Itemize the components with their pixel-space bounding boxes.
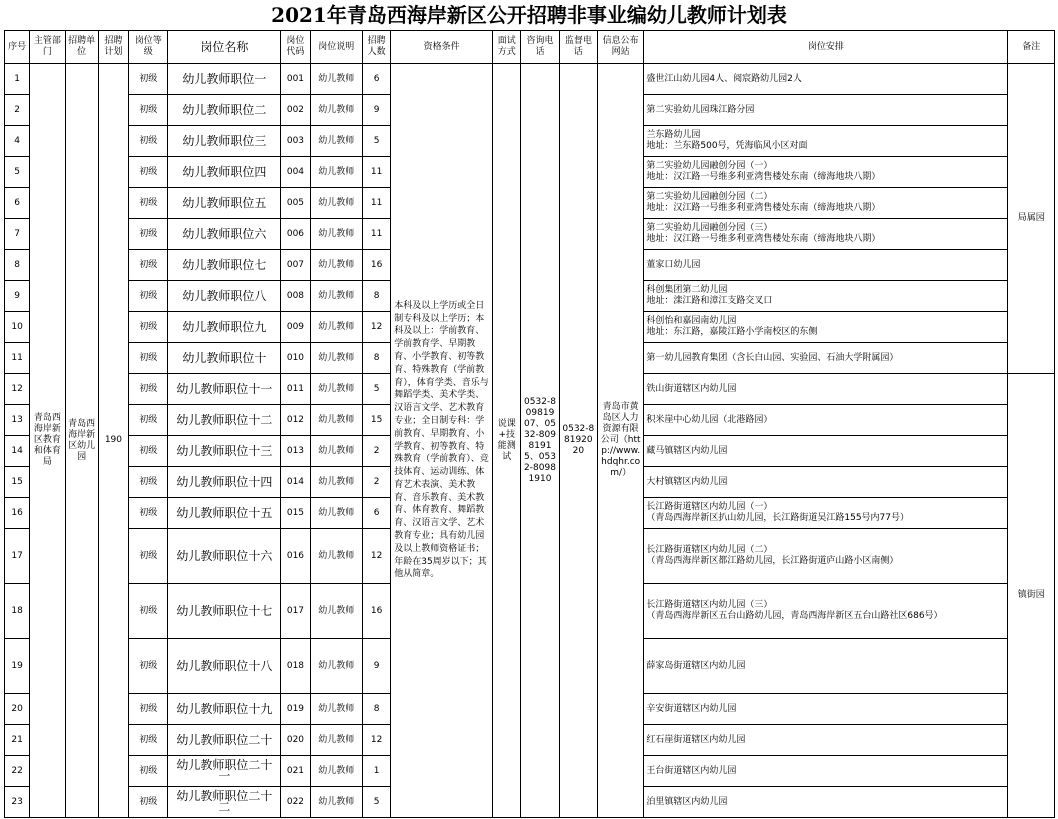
cell-seq: 15 [5, 467, 30, 498]
arrangement-line: 红石崖街道辖区内幼儿园 [646, 734, 746, 745]
cell-level: 初级 [129, 467, 168, 498]
cell-code: 006 [281, 219, 310, 250]
header-dept: 主管部门 [30, 31, 65, 64]
cell-count: 12 [363, 529, 391, 584]
cell-desc: 幼儿教师 [310, 64, 362, 95]
arrangement-detail: （青岛西海岸新区五台山路幼儿园，青岛西海岸新区五台山路社区686号） [646, 611, 943, 621]
cell-arrangement [644, 126, 1008, 157]
cell-desc: 幼儿教师 [310, 436, 362, 467]
cell-desc: 幼儿教师 [310, 374, 362, 405]
cell-level: 初级 [129, 126, 168, 157]
cell-level: 初级 [129, 725, 168, 756]
cell-count: 12 [363, 725, 391, 756]
cell-count: 2 [363, 436, 391, 467]
arrangement-detail: 地址：汉江路一号维多利亚湾售楼处东南（缔海地块八期） [646, 203, 881, 213]
cell-desc: 幼儿教师 [310, 639, 362, 694]
cell-dept: 青岛西海岸新区教育和体育局 [30, 64, 65, 818]
cell-level: 初级 [129, 639, 168, 694]
cell-code: 017 [281, 584, 310, 639]
cell-desc: 幼儿教师 [310, 467, 362, 498]
cell-level: 初级 [129, 405, 168, 436]
cell-seq: 8 [5, 250, 30, 281]
cell-arrangement [644, 694, 1008, 725]
cell-desc: 幼儿教师 [310, 498, 362, 529]
cell-level: 初级 [129, 374, 168, 405]
cell-code: 018 [281, 639, 310, 694]
cell-count: 9 [363, 95, 391, 126]
cell-count: 16 [363, 250, 391, 281]
cell-note: 镇街园 [1008, 374, 1055, 818]
cell-code: 008 [281, 281, 310, 312]
cell-arrangement [644, 281, 1008, 312]
header-code: 岗位代码 [281, 31, 310, 64]
cell-seq: 19 [5, 639, 30, 694]
header-supervise: 监督电话 [559, 31, 597, 64]
cell-count: 6 [363, 64, 391, 95]
cell-code: 021 [281, 756, 310, 787]
cell-seq: 12 [5, 374, 30, 405]
cell-count: 11 [363, 188, 391, 219]
cell-desc: 幼儿教师 [310, 95, 362, 126]
cell-name: 幼儿教师职位十五 [168, 498, 281, 529]
cell-level: 初级 [129, 756, 168, 787]
arrangement-line: 兰东路幼儿园 [646, 130, 701, 140]
cell-count: 5 [363, 787, 391, 818]
cell-arrangement [644, 584, 1008, 639]
arrangement-line: 盛世江山幼儿园4人、阅宸路幼儿园2人 [646, 73, 802, 84]
header-unit: 招聘单位 [65, 31, 98, 64]
cell-desc: 幼儿教师 [310, 787, 362, 818]
cell-desc: 幼儿教师 [310, 694, 362, 725]
cell-desc: 幼儿教师 [310, 281, 362, 312]
cell-level: 初级 [129, 64, 168, 95]
cell-seq: 13 [5, 405, 30, 436]
arrangement-line: 泊里镇辖区内幼儿园 [646, 796, 728, 807]
cell-level: 初级 [129, 787, 168, 818]
cell-name: 幼儿教师职位二十一 [168, 756, 281, 787]
cell-arrangement [644, 312, 1008, 343]
cell-code: 016 [281, 529, 310, 584]
cell-arrangement [644, 467, 1008, 498]
cell-seq: 14 [5, 436, 30, 467]
table-header-row [5, 31, 1055, 64]
arrangement-line: 大村镇辖区内幼儿园 [646, 476, 728, 487]
cell-name: 幼儿教师职位三 [168, 126, 281, 157]
cell-name: 幼儿教师职位五 [168, 188, 281, 219]
cell-level: 初级 [129, 694, 168, 725]
header-phone: 咨询电话 [521, 31, 559, 64]
cell-code: 015 [281, 498, 310, 529]
header-level: 岗位等级 [129, 31, 168, 64]
header-name: 岗位名称 [168, 31, 281, 64]
cell-arrangement [644, 95, 1008, 126]
cell-seq: 22 [5, 756, 30, 787]
cell-arrangement [644, 64, 1008, 95]
arrangement-line: 长江路街道辖区内幼儿园（一） [646, 502, 773, 512]
arrangement-detail: 地址：汉江路一号维多利亚湾售楼处东南（缔海地块八期） [646, 234, 881, 244]
arrangement-line: 长江路街道辖区内幼儿园（三） [646, 600, 773, 610]
cell-arrangement [644, 725, 1008, 756]
cell-name: 幼儿教师职位十八 [168, 639, 281, 694]
cell-level: 初级 [129, 188, 168, 219]
header-website: 信息公布网站 [597, 31, 643, 64]
cell-desc: 幼儿教师 [310, 219, 362, 250]
cell-website: 青岛市黄岛区人力资源有限公司（http://www.hdqhr.com/） [597, 64, 643, 818]
arrangement-line: 王台街道辖区内幼儿园 [646, 765, 737, 776]
cell-arrangement [644, 188, 1008, 219]
cell-seq: 18 [5, 584, 30, 639]
header-interview: 面试方式 [493, 31, 521, 64]
cell-name: 幼儿教师职位十四 [168, 467, 281, 498]
cell-desc: 幼儿教师 [310, 584, 362, 639]
cell-count: 11 [363, 157, 391, 188]
cell-name: 幼儿教师职位八 [168, 281, 281, 312]
cell-desc: 幼儿教师 [310, 405, 362, 436]
cell-level: 初级 [129, 584, 168, 639]
cell-name: 幼儿教师职位十 [168, 343, 281, 374]
cell-count: 16 [363, 584, 391, 639]
cell-count: 11 [363, 219, 391, 250]
cell-seq: 5 [5, 157, 30, 188]
cell-name: 幼儿教师职位二十二 [168, 787, 281, 818]
cell-name: 幼儿教师职位十二 [168, 405, 281, 436]
cell-arrangement [644, 157, 1008, 188]
cell-count: 1 [363, 756, 391, 787]
cell-count: 8 [363, 694, 391, 725]
cell-code: 005 [281, 188, 310, 219]
cell-arrangement [644, 405, 1008, 436]
cell-name: 幼儿教师职位一 [168, 64, 281, 95]
cell-code: 002 [281, 95, 310, 126]
cell-unit: 青岛西海岸新区幼儿园 [65, 64, 98, 818]
arrangement-line: 第二实验幼儿园融创分园（三） [646, 223, 773, 233]
cell-arrangement [644, 219, 1008, 250]
cell-level: 初级 [129, 281, 168, 312]
cell-seq: 21 [5, 725, 30, 756]
cell-arrangement [644, 639, 1008, 694]
cell-note: 局属园 [1008, 64, 1055, 374]
arrangement-detail: 地址：滦江路和漳江支路交叉口 [646, 296, 773, 306]
cell-phone: 0532-80981907、0532-80981915、0532-80981910 [521, 64, 559, 818]
cell-level: 初级 [129, 95, 168, 126]
cell-seq: 11 [5, 343, 30, 374]
cell-seq: 10 [5, 312, 30, 343]
cell-seq: 7 [5, 219, 30, 250]
cell-code: 014 [281, 467, 310, 498]
cell-seq: 16 [5, 498, 30, 529]
cell-level: 初级 [129, 219, 168, 250]
cell-supervise: 0532-88192020 [559, 64, 597, 818]
arrangement-line: 董家口幼儿园 [646, 259, 701, 270]
cell-count: 15 [363, 405, 391, 436]
header-plan: 招聘计划 [98, 31, 128, 64]
arrangement-line: 科创集团第二幼儿园 [646, 285, 728, 295]
cell-code: 013 [281, 436, 310, 467]
cell-code: 012 [281, 405, 310, 436]
cell-desc: 幼儿教师 [310, 126, 362, 157]
arrangement-detail: 地址：兰东路500号，凭海临风小区对面 [646, 141, 808, 151]
cell-code: 020 [281, 725, 310, 756]
cell-level: 初级 [129, 250, 168, 281]
cell-count: 12 [363, 312, 391, 343]
cell-arrangement [644, 250, 1008, 281]
arrangement-line: 铁山街道辖区内幼儿园 [646, 383, 737, 394]
cell-desc: 幼儿教师 [310, 250, 362, 281]
arrangement-line: 第二实验幼儿园融创分园（二） [646, 192, 773, 202]
arrangement-detail: 地址：东江路，嘉陵江路小学南校区的东侧 [646, 327, 818, 337]
cell-seq: 2 [5, 95, 30, 126]
arrangement-line: 积米崖中心幼儿园（北港路园） [646, 414, 773, 425]
cell-count: 6 [363, 498, 391, 529]
cell-name: 幼儿教师职位十九 [168, 694, 281, 725]
cell-seq: 9 [5, 281, 30, 312]
cell-desc: 幼儿教师 [310, 725, 362, 756]
cell-count: 5 [363, 374, 391, 405]
cell-code: 004 [281, 157, 310, 188]
arrangement-detail: （青岛西海岸新区都江路幼儿园，长江路街道庐山路小区南侧） [646, 556, 899, 566]
page-title: 2021年青岛西海岸新区公开招聘非事业编幼儿教师计划表 [271, 3, 787, 27]
cell-code: 010 [281, 343, 310, 374]
cell-code: 019 [281, 694, 310, 725]
cell-desc: 幼儿教师 [310, 529, 362, 584]
cell-level: 初级 [129, 157, 168, 188]
cell-interview: 说课+技能测试 [493, 64, 521, 818]
arrangement-line: 第一幼儿园教育集团（含长白山园、实验园、石油大学附属园） [646, 352, 899, 363]
cell-name: 幼儿教师职位十三 [168, 436, 281, 467]
cell-level: 初级 [129, 436, 168, 467]
cell-seq: 1 [5, 64, 30, 95]
cell-level: 初级 [129, 529, 168, 584]
cell-name: 幼儿教师职位二 [168, 95, 281, 126]
cell-desc: 幼儿教师 [310, 756, 362, 787]
cell-desc: 幼儿教师 [310, 188, 362, 219]
cell-name: 幼儿教师职位十一 [168, 374, 281, 405]
cell-name: 幼儿教师职位四 [168, 157, 281, 188]
cell-plan: 190 [98, 64, 128, 818]
cell-arrangement [644, 498, 1008, 529]
cell-count: 5 [363, 126, 391, 157]
cell-name: 幼儿教师职位六 [168, 219, 281, 250]
cell-code: 009 [281, 312, 310, 343]
cell-seq: 17 [5, 529, 30, 584]
arrangement-line: 科创怡和嘉园南幼儿园 [646, 316, 737, 326]
table-row [5, 64, 1055, 95]
cell-seq: 20 [5, 694, 30, 725]
cell-count: 9 [363, 639, 391, 694]
header-desc: 岗位说明 [310, 31, 362, 64]
arrangement-line: 第二实验幼儿园珠江路分园 [646, 104, 755, 115]
cell-desc: 幼儿教师 [310, 312, 362, 343]
cell-level: 初级 [129, 498, 168, 529]
cell-count: 2 [363, 467, 391, 498]
cell-level: 初级 [129, 312, 168, 343]
cell-arrangement [644, 436, 1008, 467]
cell-code: 003 [281, 126, 310, 157]
cell-seq: 4 [5, 126, 30, 157]
cell-arrangement [644, 374, 1008, 405]
cell-code: 022 [281, 787, 310, 818]
cell-arrangement [644, 529, 1008, 584]
header-qual: 资格条件 [391, 31, 493, 64]
cell-code: 011 [281, 374, 310, 405]
header-note: 备注 [1008, 31, 1055, 64]
header-seq: 序号 [5, 31, 30, 64]
cell-name: 幼儿教师职位十六 [168, 529, 281, 584]
cell-arrangement [644, 787, 1008, 818]
cell-name: 幼儿教师职位二十 [168, 725, 281, 756]
arrangement-line: 藏马镇辖区内幼儿园 [646, 445, 728, 456]
cell-seq: 23 [5, 787, 30, 818]
header-arrangement: 岗位安排 [644, 31, 1008, 64]
arrangement-line: 第二实验幼儿园融创分园（一） [646, 161, 773, 171]
arrangement-line: 薛家岛街道辖区内幼儿园 [646, 660, 746, 671]
cell-count: 8 [363, 281, 391, 312]
cell-desc: 幼儿教师 [310, 157, 362, 188]
cell-qual: 本科及以上学历或全日制专科及以上学历；本科及以上：学前教育、学前教育学、早期教育、小学教育、初等教育、特殊教育（学前教育），体育学类、音乐与舞蹈学类、美术学类、汉语言文学、艺术教育专业；全日制专科：学前教育、早期教育、小学教育、初等教育、特殊教育（学前教育）、竞技体育、运动训练、体育艺术表演、美术教育、音乐教育、美术教育、体育教育、舞蹈教育、汉语言文学、艺术教育专业；具有幼儿园及以上教师资格证书；年龄在35周岁以下；其他从简章。 [391, 64, 493, 818]
recruitment-table [4, 30, 1055, 818]
cell-count: 8 [363, 343, 391, 374]
cell-arrangement [644, 756, 1008, 787]
cell-code: 001 [281, 64, 310, 95]
arrangement-detail: （青岛西海岸新区扒山幼儿园，长江路街道吴江路155号内77号） [646, 513, 910, 523]
cell-level: 初级 [129, 343, 168, 374]
cell-code: 007 [281, 250, 310, 281]
cell-name: 幼儿教师职位七 [168, 250, 281, 281]
cell-seq: 6 [5, 188, 30, 219]
cell-desc: 幼儿教师 [310, 343, 362, 374]
arrangement-line: 辛安街道辖区内幼儿园 [646, 703, 737, 714]
cell-name: 幼儿教师职位十七 [168, 584, 281, 639]
arrangement-line: 长江路街道辖区内幼儿园（二） [646, 545, 773, 555]
header-count: 招聘人数 [363, 31, 391, 64]
cell-name: 幼儿教师职位九 [168, 312, 281, 343]
arrangement-detail: 地址：汉江路一号维多利亚湾售楼处东南（缔海地块八期） [646, 172, 881, 182]
cell-arrangement [644, 343, 1008, 374]
